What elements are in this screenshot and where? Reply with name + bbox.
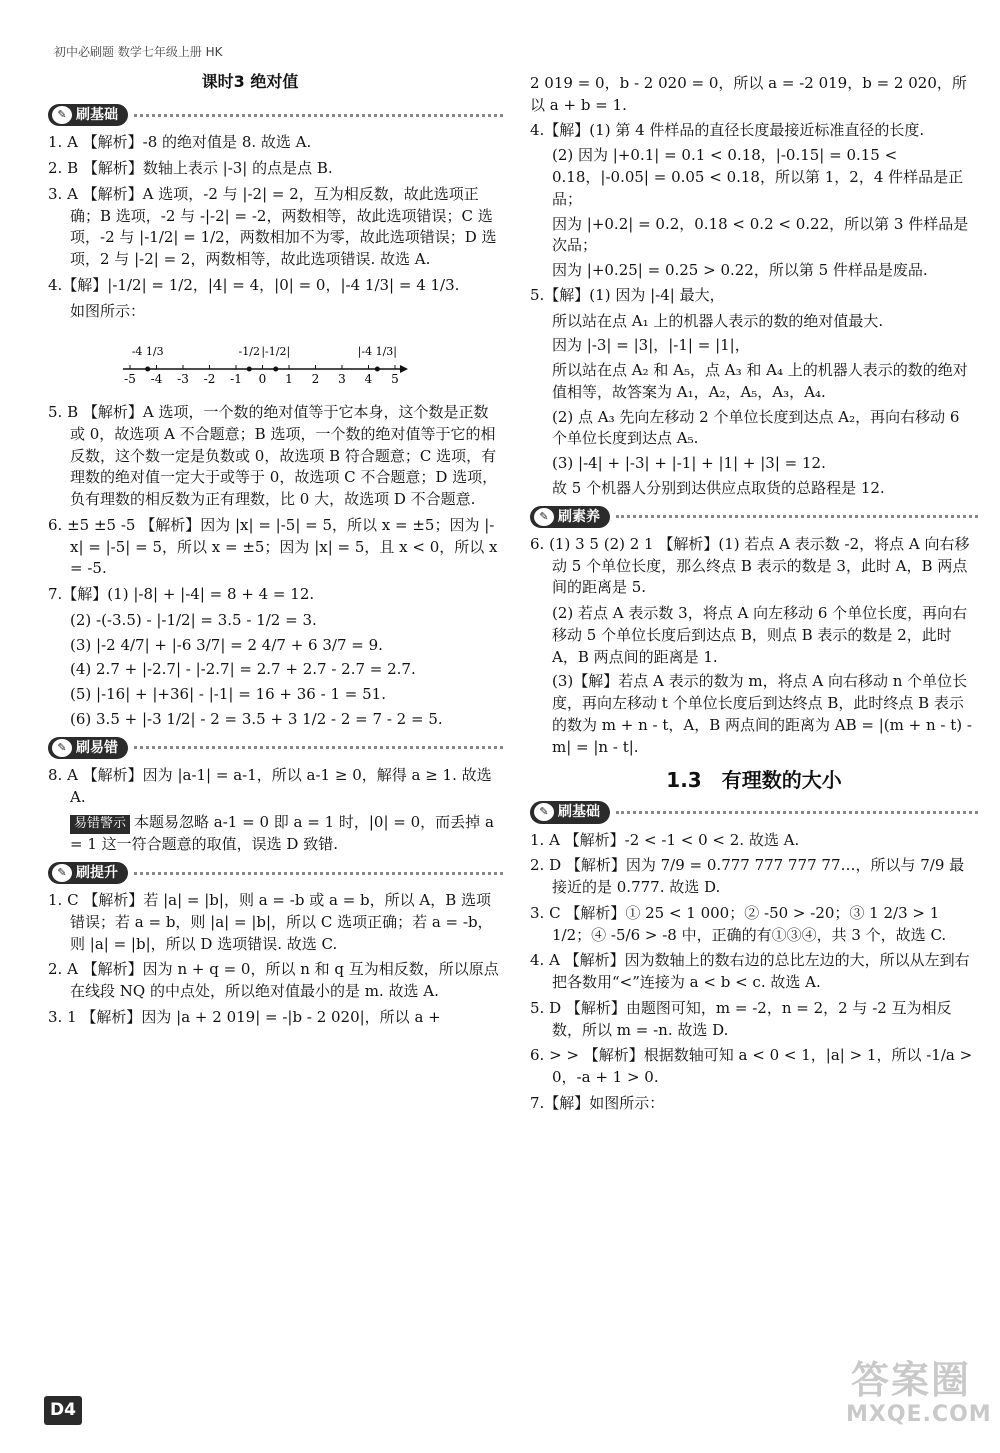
answer-line: (2) 点 A₃ 先向左移动 2 个单位长度到达点 A₂，再向右移动 6 个单位长度到达点 A₅. [552, 407, 960, 448]
tick-label: 0 [258, 372, 267, 387]
lesson-title: 课时3 绝对值 [201, 72, 299, 91]
brush-icon: ✎ [534, 803, 554, 821]
answer-line: 所以站在点 A₁ 上的机器人表示的数的绝对值最大. [552, 311, 884, 330]
answer-item: 6. (1) 3 5 (2) 2 1 【解析】(1) 若点 A 表示数 -2，将点 A 向右移动 5 个单位长度，那么终点 B 表示的数是 3，此时 A，B 两点间的距离是 5. [530, 534, 970, 597]
answer-item: 4.【解】|-1/2| = 1/2，|4| = 4，|0| = 0，|-4 1/3| = 4 1/3. [48, 275, 460, 294]
banner-basic-2: ✎ 刷基础 [530, 801, 978, 823]
answer-item: 2. A 【解析】因为 n + q = 0，所以 n 和 q 互为相反数，所以原点在线段 NQ 的中点处，所以绝对值最小的是 m. 故选 A. [48, 960, 499, 1001]
banner-advance: ✎ 刷提升 [48, 862, 503, 884]
answer-line: 因为 |+0.25| = 0.25 > 0.22，所以第 5 件样品是废品. [552, 261, 928, 279]
answer-line: 故 5 个机器人分别到达供应点取货的总路程是 12. [552, 478, 885, 497]
answer-item: 3. C 【解析】① 25 < 1 000；② -50 > -20；③ 1 2/3 > 1 1/2；④ -5/6 > -8 中，正确的有①③④，共 3 个，故选 C. [530, 903, 947, 944]
answer-line: (6) 3.5 + |-3 1/2| - 2 = 3.5 + 3 1/2 - 2 = 7 - 2 = 5. [70, 709, 443, 728]
answer-item: 5.【解】(1) 因为 |-4| 最大， [530, 285, 725, 304]
banner-basic: ✎ 刷基础 [48, 104, 503, 126]
answer-line: (2) 因为 |+0.1| = 0.1 < 0.18，|-0.15| = 0.15 < 0.18，|-0.05| = 0.05 < 0.18，所以第 1，2，4 件样品是正品； [552, 146, 964, 208]
answer-item: 1. A 【解析】-8 的绝对值是 8. 故选 A. [48, 133, 312, 152]
tick-label: -1 [230, 372, 242, 387]
answer-line: (2) 若点 A 表示数 3，将点 A 向左移动 6 个单位长度，再向右移动 5 个单位长度后到达点 B，则点 B 表示的数是 2，此时 A，B 两点间的距离是 1. [552, 604, 968, 666]
brush-icon: ✎ [52, 739, 72, 757]
answer-line: (5) |-16| + |+36| - |-1| = 16 + 36 - 1 = 51. [70, 685, 386, 704]
watermark-logo: 答案圈 MXQE.COM [846, 1358, 992, 1428]
tick-label: 4 [364, 372, 373, 387]
right-column [530, 72, 978, 1119]
tick-label: 3 [338, 372, 346, 387]
warning-badge: 易错警示 [70, 815, 130, 834]
answer-item: 2. D 【解析】因为 7/9 = 0.777 777 777 77…，所以与 7/9 最接近的是 0.777. 故选 D. [530, 856, 965, 897]
answer-line: 2 019 = 0，b - 2 020 = 0，所以 a = -2 019，b = 2 020，所以 a + b = 1. [530, 74, 967, 114]
error-warning: 易错警示 本题易忽略 a-1 = 0 即 a = 1 时，|0| = 0，而丢掉 a = 1 这一符合题意的取值，误选 D 致错. [70, 813, 494, 854]
brush-icon: ✎ [534, 508, 554, 526]
answer-item: 6. ±5 ±5 -5 【解析】因为 |x| = |-5| = 5，所以 x = ±5；因为 |-x| = |-5| = 5，所以 x = ±5；因为 |x| = 5，且 x < 0，所以 x = -5. [48, 515, 498, 578]
brush-icon: ✎ [52, 864, 72, 882]
tick-label: -4 [150, 372, 163, 387]
brush-icon: ✎ [52, 106, 72, 124]
banner-error-prone: ✎ 刷易错 [48, 737, 503, 759]
answer-line: 所以站在点 A₂ 和 A₅，点 A₃ 和 A₄ 上的机器人表示的数的绝对值相等，故答案为 A₁，A₂，A₅，A₃，A₄. [552, 361, 968, 401]
answer-item: 7.【解】如图所示： [530, 1093, 665, 1112]
answer-line: (3)【解】若点 A 表示的数为 m，将点 A 向右移动 n 个单位长度，再向左移动 t 个单位长度后到达终点 B，此时终点 B 表示的数为 m + n - t，A，B 两点间的距离为 AB = |(m + n - t) - m| = |n - t|. [552, 672, 972, 756]
point-label: -4 1/3 [131, 345, 164, 359]
point-label: -1/2 [238, 345, 260, 359]
banner-literacy: ✎ 刷素养 [530, 506, 978, 528]
answer-item: 1. A 【解析】-2 < -1 < 0 < 2. 故选 A. [530, 830, 800, 849]
answer-item: 6. > > 【解析】根据数轴可知 a < 0 < 1，|a| > 1，所以 -1/a > 0，-a + 1 > 0. [530, 1046, 973, 1087]
section-heading: 1.3 有理数的大小 [666, 768, 842, 793]
answer-line: 因为 |+0.2| = 0.2，0.18 < 0.2 < 0.22，所以第 3 件样品是次品； [552, 214, 969, 255]
answer-line: 因为 |-3| = |3|，|-1| = |1|， [552, 336, 750, 355]
answer-item: 3. 1 【解析】因为 |a + 2 019| = -|b - 2 020|，所以 a + [48, 1007, 441, 1026]
tick-label: 1 [285, 372, 293, 387]
tick-label: 2 [311, 372, 320, 387]
tick-label: -3 [177, 372, 189, 387]
tick-label: 5 [391, 372, 399, 387]
answer-item: 7.【解】(1) |-8| + |-4| = 8 + 4 = 12. [48, 585, 315, 604]
point-label: |-4 1/3| [357, 345, 397, 359]
answer-item: 5. D 【解析】由题图可知，m = -2，n = 2，2 与 -2 互为相反数，所以 m = -n. 故选 D. [530, 998, 952, 1039]
answer-line: (3) |-4| + |-3| + |-1| + |1| + |3| = 12. [552, 454, 826, 472]
answer-item: 5. B 【解析】A 选项，一个数的绝对值等于它本身，这个数是正数或 0，故选项 A 不合题意；B 选项，一个数的绝对值等于它的相反数，这个数一定是负数或 0，故选项 B 符合题意；C 选项，有理数的绝对值一定大于或等于 0，故选项 C 不合题意；D 选项，负有理数的相反数为正有理数，比 0 大，故选项 D 不合题意. [48, 403, 498, 509]
left-column [48, 98, 503, 1033]
answer-item: 1. C 【解析】若 |a| = |b|，则 a = -b 或 a = b，所以 A，B 选项错误；若 a = b，则 |a| = |b|，所以 C 选项正确；若 a = -b，则 |a| = |b|，所以 D 选项错误. 故选 C. [48, 891, 493, 953]
page-number: D4 [44, 1396, 82, 1425]
point-label: |-1/2| [261, 345, 291, 359]
tick-label: -5 [124, 372, 136, 387]
number-line [118, 331, 408, 387]
answer-line: (3) |-2 4/7| + |-6 3/7| = 2 4/7 + 6 3/7 = 9. [70, 635, 383, 654]
answer-item: 2. B 【解析】数轴上表示 |-3| 的点是点 B. [48, 159, 333, 178]
answer-item: 8. A 【解析】因为 |a-1| = a-1，所以 a-1 ≥ 0，解得 a ≥ 1. 故选 A. [48, 765, 492, 806]
answer-item: 3. A 【解析】A 选项，-2 与 |-2| = 2，互为相反数，故此选项正确；B 选项，-2 与 -|-2| = -2，两数相等，故此选项错误；C 选项，-2 与 |-1/2| = 1/2，两数相加不为零，故此选项错误；D 选项，2 与 |-2| = 2，两数相等，故此选项错误. 故选 A. [48, 184, 497, 269]
answer-line: 如图所示： [70, 301, 146, 320]
answer-item: 4.【解】(1) 第 4 件样品的直径长度最接近标准直径的长度. [530, 120, 925, 139]
answer-line: (2) -(-3.5) - |-1/2| = 3.5 - 1/2 = 3. [70, 610, 317, 629]
answer-line: (4) 2.7 + |-2.7| - |-2.7| = 2.7 + 2.7 - 2.7 = 2.7. [70, 660, 416, 679]
answer-item: 4. A 【解析】因为数轴上的数右边的总比左边的大，所以从左到右把各数用“<”连接为 a < b < c. 故选 A. [530, 951, 970, 992]
tick-label: -2 [203, 372, 216, 387]
running-header: 初中必刷题 数学七年级上册 HK [54, 45, 223, 59]
